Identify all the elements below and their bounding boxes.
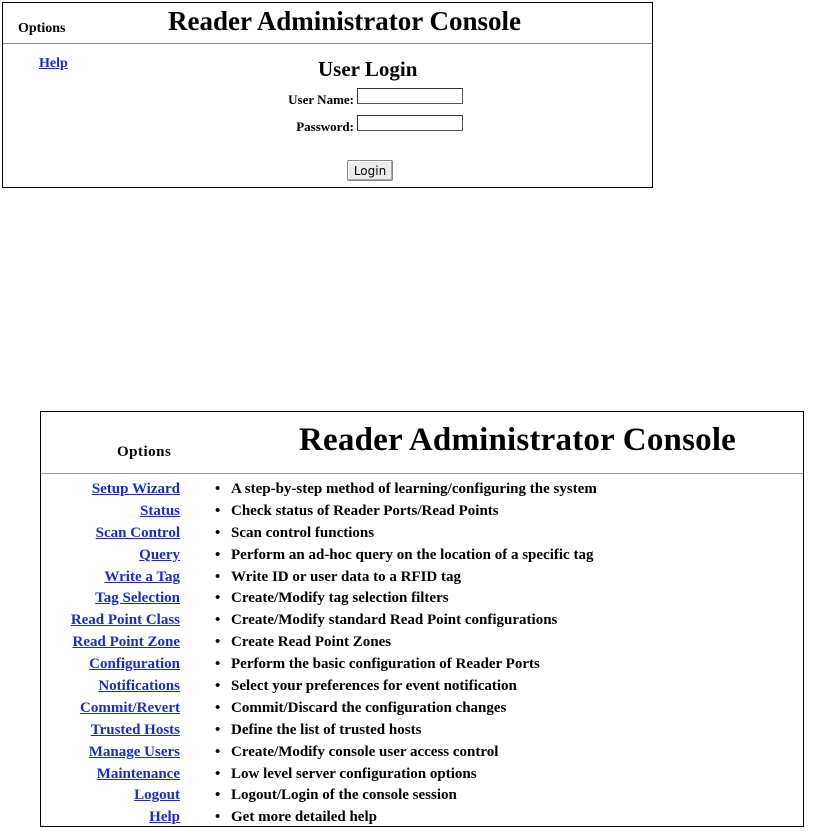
menu-link-tag-selection[interactable]: Tag Selection — [95, 590, 180, 607]
header-divider — [41, 473, 803, 474]
menu-description: Create/Modify standard Read Point configurations — [231, 612, 558, 629]
login-button[interactable]: Login — [347, 160, 393, 181]
menu-row — [41, 722, 803, 744]
menu-description: Perform an ad-hoc query on the location of a specific tag — [231, 546, 594, 563]
menu-row — [41, 766, 803, 788]
header-divider — [3, 43, 652, 44]
menu-description: Perform the basic configuration of Reader Ports — [231, 656, 540, 673]
menu-row — [41, 481, 803, 503]
menu-description: Create/Modify console user access control — [231, 743, 499, 760]
menu-link-query[interactable]: Query — [139, 546, 180, 563]
password-row — [3, 116, 354, 138]
bullet-icon: • — [215, 678, 221, 695]
menu-description: Select your preferences for event notification — [231, 678, 517, 695]
menu-row — [41, 525, 803, 547]
menu-description: Commit/Discard the configuration changes — [231, 699, 507, 716]
menu-description: Scan control functions — [231, 524, 375, 541]
menu-link-scan-control[interactable]: Scan Control — [95, 524, 180, 541]
bullet-icon: • — [215, 743, 221, 760]
menu-description: A step-by-step method of learning/configuring the system — [231, 481, 597, 497]
bullet-icon: • — [215, 502, 221, 519]
bullet-icon: • — [215, 765, 221, 782]
admin-menu-panel — [40, 411, 804, 827]
menu-link-read-point-zone[interactable]: Read Point Zone — [72, 634, 180, 651]
menu-row — [41, 634, 803, 656]
bullet-icon: • — [215, 656, 221, 673]
menu-link-notifications[interactable]: Notifications — [98, 678, 180, 695]
help-link[interactable]: Help — [39, 56, 68, 71]
bullet-icon: • — [215, 590, 221, 607]
options-heading: Options — [18, 21, 66, 36]
menu-link-setup-wizard[interactable]: Setup Wizard — [91, 481, 180, 497]
menu-row — [41, 744, 803, 766]
bullet-icon: • — [215, 721, 221, 738]
username-field[interactable] — [357, 88, 463, 104]
options-heading: Options — [117, 444, 172, 460]
menu-row — [41, 590, 803, 612]
menu-row — [41, 809, 803, 831]
menu-description: Write ID or user data to a RFID tag — [231, 568, 461, 585]
menu-link-help[interactable]: Help — [149, 809, 180, 826]
username-label: User Name: — [288, 92, 354, 107]
menu-description: Get more detailed help — [231, 809, 377, 826]
menu-row — [41, 503, 803, 525]
page-title: Reader Administrator Console — [299, 422, 737, 458]
bullet-icon: • — [215, 568, 221, 585]
bullet-icon: • — [215, 809, 221, 826]
password-field[interactable] — [357, 115, 463, 131]
menu-description: Define the list of trusted hosts — [231, 721, 422, 738]
bullet-icon: • — [215, 634, 221, 651]
password-label: Password: — [296, 119, 354, 134]
page-title: Reader Administrator Console — [168, 6, 521, 36]
options-menu-list — [41, 481, 803, 831]
menu-row — [41, 678, 803, 700]
menu-description: Logout/Login of the console session — [231, 787, 457, 804]
menu-row — [41, 612, 803, 634]
menu-row — [41, 569, 803, 591]
menu-row — [41, 656, 803, 678]
menu-link-read-point-class[interactable]: Read Point Class — [70, 612, 180, 629]
menu-link-status[interactable]: Status — [139, 502, 180, 519]
menu-description: Create/Modify tag selection filters — [231, 590, 449, 607]
menu-row — [41, 787, 803, 809]
menu-row — [41, 547, 803, 569]
menu-description: Check status of Reader Ports/Read Points — [231, 502, 499, 519]
menu-row — [41, 700, 803, 722]
menu-link-logout[interactable]: Logout — [134, 787, 180, 804]
menu-link-commit-revert[interactable]: Commit/Revert — [80, 699, 180, 716]
bullet-icon: • — [215, 787, 221, 804]
bullet-icon: • — [215, 699, 221, 716]
bullet-icon: • — [215, 612, 221, 629]
bullet-icon: • — [215, 546, 221, 563]
menu-link-write-a-tag[interactable]: Write a Tag — [104, 568, 180, 585]
menu-link-maintenance[interactable]: Maintenance — [96, 765, 180, 782]
bullet-icon: • — [215, 481, 221, 497]
bullet-icon: • — [215, 524, 221, 541]
menu-description: Low level server configuration options — [231, 765, 477, 782]
username-row — [3, 89, 354, 111]
login-screen-panel — [2, 2, 653, 188]
login-form-title: User Login — [318, 57, 418, 81]
menu-link-configuration[interactable]: Configuration — [89, 656, 180, 673]
menu-link-manage-users[interactable]: Manage Users — [88, 743, 180, 760]
menu-description: Create Read Point Zones — [231, 634, 392, 651]
menu-link-trusted-hosts[interactable]: Trusted Hosts — [90, 721, 180, 738]
